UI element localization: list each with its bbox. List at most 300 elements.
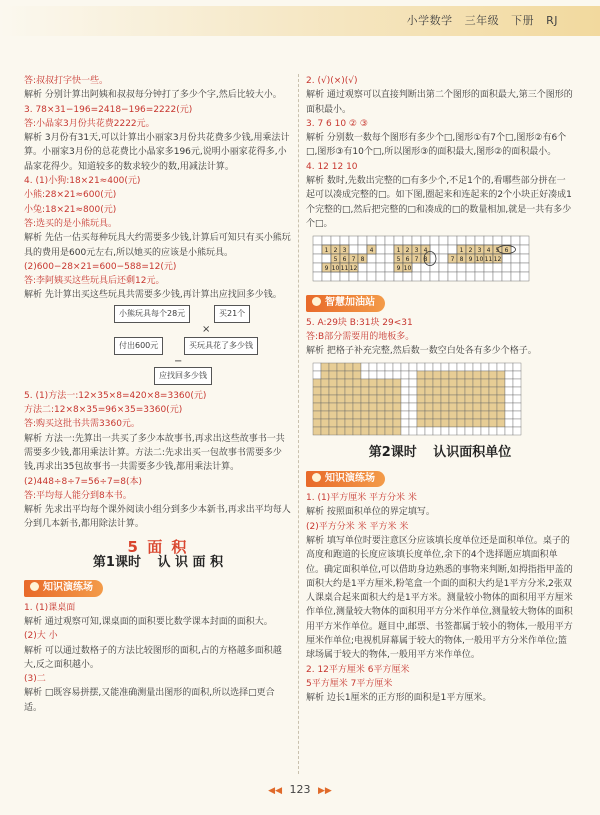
grid-cell [353, 371, 361, 379]
grid-cell [369, 395, 377, 403]
grid-cell [520, 263, 529, 272]
explanation-text: 解析 分别数一数每个图形有多少个□,图形①有7个□,图形②有6个□,图形③有10个□,所以图形③的面积最大,图形②的面积最小。 [306, 133, 567, 158]
explanation-text: 解析 数时,先数出完整的□有多少个,不足1个的,看哪些部分拼在一起可以凑成完整的□。如下图,圈起来和连起来的2个小块正好凑成1个完整的□,然后把完整的□和凑成的□的数量相加,就是一共有多少个□。 [306, 176, 572, 229]
grid-cell [430, 236, 439, 245]
grid-cell [513, 419, 521, 427]
grid-cell [465, 411, 473, 419]
grid-cell [448, 236, 457, 245]
grid-cell [481, 371, 489, 379]
grid-cell [385, 263, 394, 272]
grid-cell [361, 379, 369, 387]
grid-cell [511, 236, 520, 245]
counting-grid-figure [312, 235, 574, 287]
grid-cell [465, 419, 473, 427]
grid-cell [449, 403, 457, 411]
grid-cell [393, 371, 401, 379]
grid-cell [505, 387, 513, 395]
chapter-title: 5 面 积 [127, 537, 189, 556]
grid-cell [345, 427, 353, 435]
grid-cell [441, 403, 449, 411]
floor-grid-figure [312, 362, 574, 442]
grid-cell [321, 363, 329, 371]
cell-number: 5 [333, 256, 338, 264]
left-column [24, 74, 292, 715]
grid-cell [353, 427, 361, 435]
grid-cell [473, 387, 481, 395]
answer-text: 答:李阿姨买这些玩具后还剩12元。 [24, 276, 165, 287]
section-tag-label: 知识演练场 [43, 582, 93, 594]
grid-cell [361, 387, 369, 395]
right-column [306, 74, 574, 706]
grid-cell [505, 395, 513, 403]
cell-number: 8 [360, 256, 365, 264]
grid-cell [376, 254, 385, 263]
page-number: 123 [289, 783, 311, 796]
cell-number: 1 [324, 247, 329, 255]
floor-grid [312, 362, 527, 442]
lesson-number: 第2课时 [368, 445, 417, 461]
grid-cell [433, 403, 441, 411]
grid-cell [394, 272, 403, 281]
grid-cell [430, 272, 439, 281]
grid-cell [369, 411, 377, 419]
grid-cell [425, 395, 433, 403]
grid-cell [425, 411, 433, 419]
grid-cell [361, 419, 369, 427]
cell-number: 10 [475, 256, 484, 264]
next-arrows-icon: ▶▶ [318, 786, 332, 796]
grid-cell [345, 387, 353, 395]
grid-cell [329, 395, 337, 403]
cell-number: 6 [504, 247, 509, 255]
grid-cell [337, 427, 345, 435]
explanation-text: 解析 可以通过数格子的方法比较图形的面积,占的方格越多面积越大,反之面积越小。 [24, 645, 282, 670]
grid-cell [425, 371, 433, 379]
grid-cell [484, 236, 493, 245]
lesson-heading [306, 446, 574, 460]
grid-cell [513, 395, 521, 403]
grid-cell [377, 403, 385, 411]
grid-cell [489, 419, 497, 427]
method-line: 方法二:12×8×35=96×35=3360(元) [24, 405, 183, 416]
grid-cell [401, 419, 409, 427]
grid-cell [513, 427, 521, 435]
cell-number: 7 [450, 256, 455, 264]
grid-cell [385, 427, 393, 435]
grid-cell [441, 387, 449, 395]
question-3: 3. 78×31−196=2418−196=2222(元) [24, 104, 193, 115]
grid-cell [433, 363, 441, 371]
grid-cell [358, 263, 367, 272]
grid-cell [313, 403, 321, 411]
answer-text: 答:小晶家3月份共花费2222元。 [24, 118, 155, 129]
question-5-1: 5. (1)方法一:12×35×8=420×8=3360(元) [24, 390, 207, 401]
question-4-2: (2)600−28×21=600−588=12(元) [24, 261, 177, 272]
estimate-line: 小熊:28×21≈600(元) [24, 190, 117, 201]
grid-cell [473, 419, 481, 427]
grid-cell [489, 371, 497, 379]
grid-cell [369, 419, 377, 427]
lesson-title: 认识面积单位 [433, 445, 512, 461]
grid-cell [358, 245, 367, 254]
grid-cell [502, 272, 511, 281]
grid-cell [457, 403, 465, 411]
grid-cell [425, 387, 433, 395]
grid-cell [425, 403, 433, 411]
grid-cell [369, 379, 377, 387]
grid-cell [385, 379, 393, 387]
cell-number: 3 [342, 247, 347, 255]
grid-cell [353, 379, 361, 387]
flow-box: 买21个 [214, 305, 250, 323]
explanation-text: 解析 把格子补充完整,然后数一数空白处各有多少个格子。 [306, 346, 537, 357]
cell-number: 3 [477, 247, 482, 255]
grid-cell [401, 387, 409, 395]
grid-cell [481, 411, 489, 419]
grid-cell [505, 379, 513, 387]
grid-cell [313, 272, 322, 281]
grid-cell [409, 387, 417, 395]
grid-cell [329, 363, 337, 371]
grid-cell [412, 263, 421, 272]
estimate-line: 小兔:18×21≈800(元) [24, 204, 117, 215]
grid-cell [457, 363, 465, 371]
grid-cell [313, 371, 321, 379]
grid-cell [349, 236, 358, 245]
exercise-1-2: (2)大 小 [24, 631, 58, 642]
cell-number: 7 [414, 256, 419, 264]
grid-cell [369, 371, 377, 379]
grid-cell [385, 245, 394, 254]
grid-cell [377, 387, 385, 395]
section-tag-label: 知识演练场 [325, 472, 375, 484]
answer-text: 答:平均每人能分到8本书。 [24, 490, 132, 501]
grid-cell [394, 236, 403, 245]
grid-cell [369, 427, 377, 435]
cell-number: 11 [484, 256, 493, 264]
grid-cell [505, 419, 513, 427]
grid-cell [466, 263, 475, 272]
grid-cell [473, 379, 481, 387]
grid-cell [313, 427, 321, 435]
grid-cell [322, 236, 331, 245]
grid-cell [433, 379, 441, 387]
grid-cell [385, 272, 394, 281]
header-grade: 三年级 [464, 14, 500, 27]
grid-cell [457, 387, 465, 395]
grid-cell [313, 387, 321, 395]
grid-cell [349, 272, 358, 281]
page-footer [0, 783, 600, 796]
grid-cell [409, 371, 417, 379]
grid-cell [337, 395, 345, 403]
grid-cell [367, 236, 376, 245]
grid-cell [511, 263, 520, 272]
grid-cell [322, 254, 331, 263]
grid-cell [481, 363, 489, 371]
flow-operator: − [174, 355, 183, 367]
grid-cell [513, 411, 521, 419]
grid-cell [331, 272, 340, 281]
grid-cell [337, 419, 345, 427]
grid-cell [393, 419, 401, 427]
grid-cell [493, 236, 502, 245]
grid-cell [475, 263, 484, 272]
grid-cell [520, 245, 529, 254]
grid-cell [353, 411, 361, 419]
grid-cell [513, 363, 521, 371]
flow-box: 小熊玩具每个28元 [114, 305, 190, 323]
cell-number: 8 [459, 256, 464, 264]
grid-cell [353, 419, 361, 427]
grid-cell [377, 371, 385, 379]
explanation-text: 解析 先求出平均每个课外阅读小组分到多少本新书,再求出平均每人分到几本新书,都用除法计算。 [24, 505, 291, 530]
grid-cell [502, 254, 511, 263]
grid-cell [457, 371, 465, 379]
grid-cell [497, 403, 505, 411]
grid-cell [484, 272, 493, 281]
grid-cell [430, 263, 439, 272]
exercise-1-1: 1. (1)平方厘米 平方分米 米 [306, 493, 417, 504]
grid-cell [484, 263, 493, 272]
grid-cell [475, 236, 484, 245]
explanation-text: 解析 填写单位时要注意区分应该填长度单位还是面积单位。桌子的高度和跑道的长度应该填长度单位,余下的4个选择题应填面积单位。确定面积单位,可以借助身边熟悉的事物来判断,如拇指指甲盖的面积大约是1平方厘米,粉笔盒一个面的面积大约是1平方分米,2张双人课桌合起来面积大约是1平方米。测量较小物体的面积用平方厘米作单位,测量较大物体的面积用平方分米作单位,测量较大物体的面积用平方米作单位。题目中,邮票、书签都属于较小的物体,一般用平方厘米作单位;电视机屏幕属于较大的物体,一般用平方分米作单位;篮球场属于较大的物体,一般用平方米作单位。 [306, 535, 573, 661]
grid-cell [377, 427, 385, 435]
cell-number: 5 [396, 256, 401, 264]
grid-cell [345, 403, 353, 411]
explanation-text: 解析 通过观察可知,课桌面的面积要比数学课本封面的面积大。 [24, 616, 273, 627]
cell-number: 4 [486, 247, 491, 255]
grid-cell [369, 403, 377, 411]
header-volume: 下册 [511, 14, 535, 27]
grid-cell [393, 363, 401, 371]
lesson-title: 认 识 面 积 [157, 555, 224, 571]
grid-cell [321, 411, 329, 419]
grid-cell [345, 379, 353, 387]
answer-text: 答:购买这批书共需3360元。 [24, 419, 140, 430]
grid-cell [313, 395, 321, 403]
grid-cell [481, 427, 489, 435]
grid-cell [313, 254, 322, 263]
grid-cell [441, 371, 449, 379]
grid-cell [502, 263, 511, 272]
grid-cell [457, 236, 466, 245]
grid-cell [367, 254, 376, 263]
grid-cell [448, 263, 457, 272]
grid-cell [425, 419, 433, 427]
grid-cell [385, 411, 393, 419]
grid-cell [345, 419, 353, 427]
cell-number: 1 [396, 247, 401, 255]
grid-cell [353, 363, 361, 371]
grid-cell [377, 379, 385, 387]
grid-cell [321, 371, 329, 379]
grid-cell [505, 371, 513, 379]
grid-cell [340, 272, 349, 281]
grid-cell [358, 272, 367, 281]
grid-cell [321, 387, 329, 395]
page-header [0, 0, 600, 40]
grid-cell [412, 272, 421, 281]
cell-number: 1 [459, 247, 464, 255]
grid-cell [481, 379, 489, 387]
cell-number: 6 [405, 256, 410, 264]
grid-cell [337, 403, 345, 411]
grid-cell [337, 411, 345, 419]
grid-cell [466, 236, 475, 245]
explanation-text: 解析 分别计算出阿姨和叔叔每分钟打了多少个字,然后比较大小。 [24, 90, 282, 101]
grid-cell [377, 395, 385, 403]
grid-cell [367, 272, 376, 281]
cell-number: 2 [333, 247, 338, 255]
explanation-text: 解析 通过观察可以直接判断出第二个图形的面积最大,第三个图形的面积最小。 [306, 90, 573, 115]
question-2: 2. (√)(×)(√) [306, 76, 358, 86]
grid-cell [421, 272, 430, 281]
grid-cell [481, 419, 489, 427]
header-subject: 小学数学 [406, 14, 453, 27]
grid-cell [377, 363, 385, 371]
grid-cell [430, 254, 439, 263]
grid-cell [329, 379, 337, 387]
header-edition: RJ [546, 14, 558, 27]
grid-cell [385, 387, 393, 395]
grid-cell [393, 395, 401, 403]
grid-cell [376, 263, 385, 272]
grid-cell [497, 371, 505, 379]
explanation-text: 解析 边长1厘米的正方形的面积是1平方厘米。 [306, 693, 492, 704]
grid-cell [457, 263, 466, 272]
grid-cell [433, 419, 441, 427]
grid-cell [465, 363, 473, 371]
counting-grid [312, 235, 532, 287]
exercise-2-line: 5平方厘米 7平方厘米 [306, 678, 393, 689]
grid-cell [449, 371, 457, 379]
grid-cell [513, 379, 521, 387]
grid-cell [367, 263, 376, 272]
grid-cell [441, 427, 449, 435]
section-icon [312, 473, 321, 482]
grid-cell [457, 419, 465, 427]
cell-number: 4 [369, 247, 374, 255]
solution-flow-diagram [114, 305, 314, 385]
grid-cell [401, 379, 409, 387]
grid-cell [489, 395, 497, 403]
grid-cell [417, 419, 425, 427]
grid-cell [502, 236, 511, 245]
grid-cell [466, 272, 475, 281]
grid-cell [489, 363, 497, 371]
grid-cell [497, 411, 505, 419]
grid-cell [417, 411, 425, 419]
question-3: 3. 7 6 10 ② ③ [306, 118, 368, 129]
cell-number: 2 [405, 247, 410, 255]
grid-cell [441, 411, 449, 419]
section-tag [24, 580, 103, 596]
grid-cell [393, 403, 401, 411]
question-5-2: (2)448÷8÷7=56÷7=8(本) [24, 476, 143, 487]
cell-number: 9 [396, 265, 401, 273]
section-icon [312, 297, 321, 306]
grid-cell [329, 427, 337, 435]
column-divider [298, 74, 299, 774]
grid-cell [313, 363, 321, 371]
grid-cell [409, 427, 417, 435]
grid-cell [337, 387, 345, 395]
flow-operator: × [202, 323, 211, 335]
grid-cell [361, 363, 369, 371]
grid-cell [329, 403, 337, 411]
grid-cell [322, 272, 331, 281]
grid-cell [481, 403, 489, 411]
grid-cell [417, 371, 425, 379]
grid-cell [465, 403, 473, 411]
grid-cell [473, 427, 481, 435]
grid-cell [520, 272, 529, 281]
grid-cell [489, 411, 497, 419]
grid-cell [465, 379, 473, 387]
grid-cell [473, 411, 481, 419]
grid-cell [475, 272, 484, 281]
grid-cell [313, 245, 322, 254]
grid-cell [457, 411, 465, 419]
grid-cell [401, 403, 409, 411]
grid-cell [417, 363, 425, 371]
question-5: 5. A:29块 B:31块 29<31 [306, 317, 413, 328]
grid-cell [449, 427, 457, 435]
grid-cell [439, 263, 448, 272]
grid-cell [433, 427, 441, 435]
lesson-number: 第1课时 [92, 555, 141, 571]
grid-cell [385, 371, 393, 379]
grid-cell [385, 363, 393, 371]
grid-cell [497, 419, 505, 427]
grid-cell [465, 427, 473, 435]
header-text [399, 12, 558, 28]
grid-cell [376, 272, 385, 281]
grid-cell [329, 411, 337, 419]
grid-cell [497, 387, 505, 395]
grid-cell [465, 387, 473, 395]
grid-cell [409, 395, 417, 403]
exercise-1-2: (2)平方分米 米 平方米 米 [306, 521, 409, 532]
section-icon [30, 582, 39, 591]
answer-text: 答:B部分需要用的地板多。 [306, 331, 415, 342]
grid-cell [448, 245, 457, 254]
grid-cell [449, 387, 457, 395]
cell-number: 2 [468, 247, 473, 255]
grid-cell [505, 403, 513, 411]
grid-cell [345, 411, 353, 419]
exercise-1-1: 1. (1)课桌面 [24, 602, 76, 613]
grid-cell [430, 245, 439, 254]
cell-number: 4 [423, 247, 428, 255]
grid-cell [489, 379, 497, 387]
grid-cell [401, 427, 409, 435]
grid-cell [497, 379, 505, 387]
grid-cell [313, 419, 321, 427]
grid-cell [449, 395, 457, 403]
grid-cell [345, 371, 353, 379]
grid-cell [321, 379, 329, 387]
grid-cell [393, 387, 401, 395]
grid-cell [358, 236, 367, 245]
explanation-text: 解析 □既容易拼摆,又能准确测量出图形的面积,所以选择□更合适。 [24, 688, 275, 713]
grid-cell [441, 363, 449, 371]
grid-cell [505, 363, 513, 371]
question-4: 4. 12 12 10 [306, 161, 358, 172]
grid-cell [489, 387, 497, 395]
grid-cell [421, 236, 430, 245]
